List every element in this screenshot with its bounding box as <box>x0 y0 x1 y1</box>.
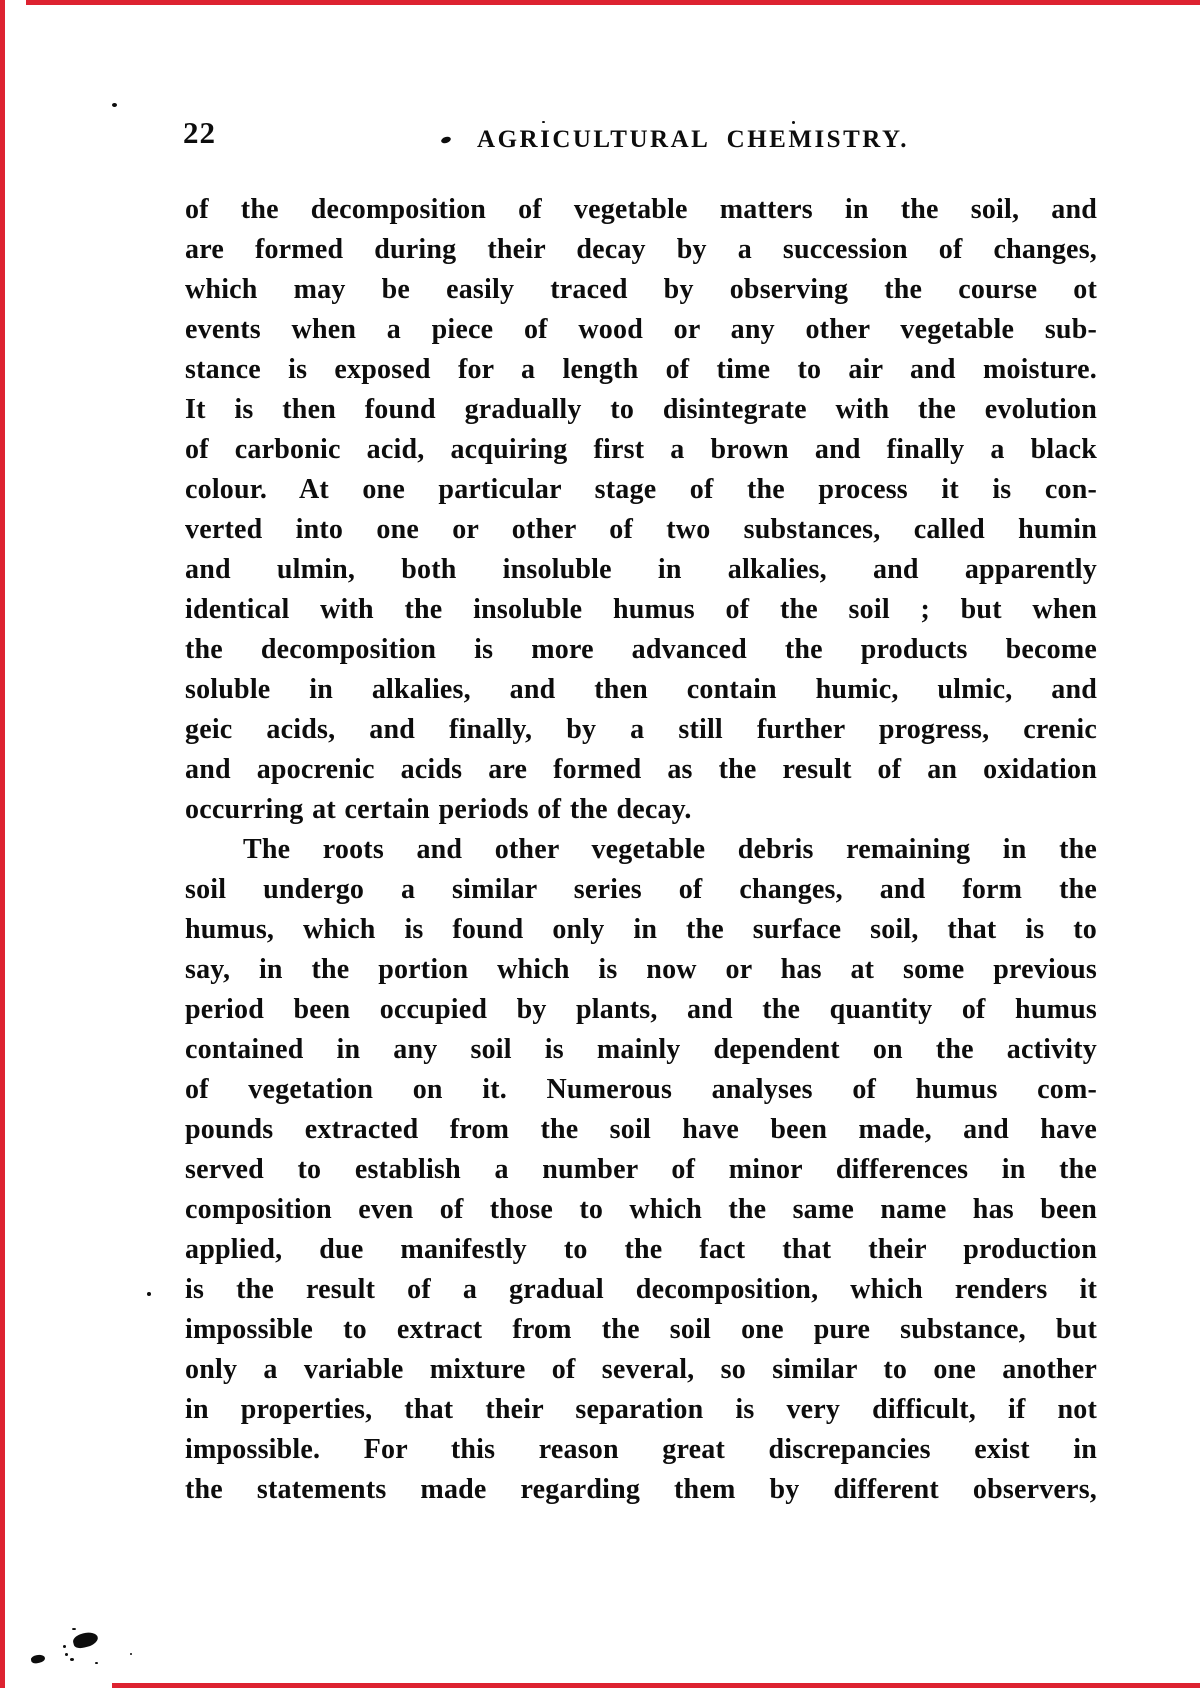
text-line: soil undergo a similar series of changes, and form the <box>185 874 1097 905</box>
scan-edge-top <box>26 0 1200 5</box>
text-line: are formed during their decay by a succession of changes, <box>185 234 1097 265</box>
text-line: applied, due manifestly to the fact that their production <box>185 1234 1097 1265</box>
running-header-title: AGRICULTURAL CHEMISTRY. <box>477 126 909 153</box>
text-line: the decomposition is more advanced the products become <box>185 634 1097 665</box>
ink-speck <box>130 1653 132 1655</box>
text-line: impossible. For this reason great discrepancies exist in <box>185 1434 1097 1465</box>
text-line: stance is exposed for a length of time to air and moisture. <box>185 354 1097 385</box>
page-number: 22 <box>183 115 216 150</box>
text-line: period been occupied by plants, and the quantity of humus <box>185 994 1097 1025</box>
text-line: served to establish a number of minor differences in the <box>185 1154 1097 1185</box>
ink-speck <box>65 1653 68 1656</box>
text-line: of vegetation on it. Numerous analyses of humus com- <box>185 1074 1097 1105</box>
text-line: The roots and other vegetable debris remaining in the <box>243 834 1097 865</box>
text-line: of the decomposition of vegetable matters in the soil, and <box>185 194 1097 225</box>
text-line: only a variable mixture of several, so similar to one another <box>185 1354 1097 1385</box>
text-line: of carbonic acid, acquiring first a brown and finally a black <box>185 434 1097 465</box>
text-line: contained in any soil is mainly dependent on the activity <box>185 1034 1097 1065</box>
text-line: soluble in alkalies, and then contain humic, ulmic, and <box>185 674 1097 705</box>
text-line: and ulmin, both insoluble in alkalies, and apparently <box>185 554 1097 585</box>
text-line: and apocrenic acids are formed as the result of an oxidation <box>185 754 1097 785</box>
ink-speck <box>542 121 545 123</box>
ink-speck <box>792 121 795 124</box>
ink-speck <box>147 1292 151 1296</box>
ink-speck <box>63 1645 66 1648</box>
text-line: is the result of a gradual decomposition, which renders it <box>185 1274 1097 1305</box>
text-line: occurring at certain periods of the decay. <box>185 794 692 825</box>
ink-speck <box>70 1658 74 1661</box>
text-line: composition even of those to which the same name has been <box>185 1194 1097 1225</box>
text-line: in properties, that their separation is very difficult, if not <box>185 1394 1097 1425</box>
text-line: say, in the portion which is now or has at some previous <box>185 954 1097 985</box>
bullet-mark-icon <box>440 136 451 145</box>
text-line: colour. At one particular stage of the process it is con- <box>185 474 1097 505</box>
text-line: which may be easily traced by observing the course ot <box>185 274 1097 305</box>
ink-speck <box>72 1628 76 1630</box>
text-line: humus, which is found only in the surface soil, that is to <box>185 914 1097 945</box>
text-line: verted into one or other of two substances, called humin <box>185 514 1097 545</box>
text-line: events when a piece of wood or any other vegetable sub- <box>185 314 1097 345</box>
ink-speck <box>95 1662 98 1664</box>
ink-speck <box>112 103 117 107</box>
text-line: the statements made regarding them by different observers, <box>185 1474 1097 1505</box>
running-header <box>375 124 975 156</box>
text-line: identical with the insoluble humus of the soil ; but when <box>185 594 1097 625</box>
text-line: geic acids, and finally, by a still further progress, crenic <box>185 714 1097 745</box>
scan-edge-bottom <box>112 1683 1200 1688</box>
text-line: impossible to extract from the soil one pure substance, but <box>185 1314 1097 1345</box>
body-text <box>185 190 1097 1510</box>
ink-smudge <box>30 1654 45 1664</box>
text-line: It is then found gradually to disintegrate with the evolution <box>185 394 1097 425</box>
text-line: pounds extracted from the soil have been made, and have <box>185 1114 1097 1145</box>
ink-smudge <box>72 1630 100 1650</box>
scan-edge-left <box>0 0 5 1688</box>
